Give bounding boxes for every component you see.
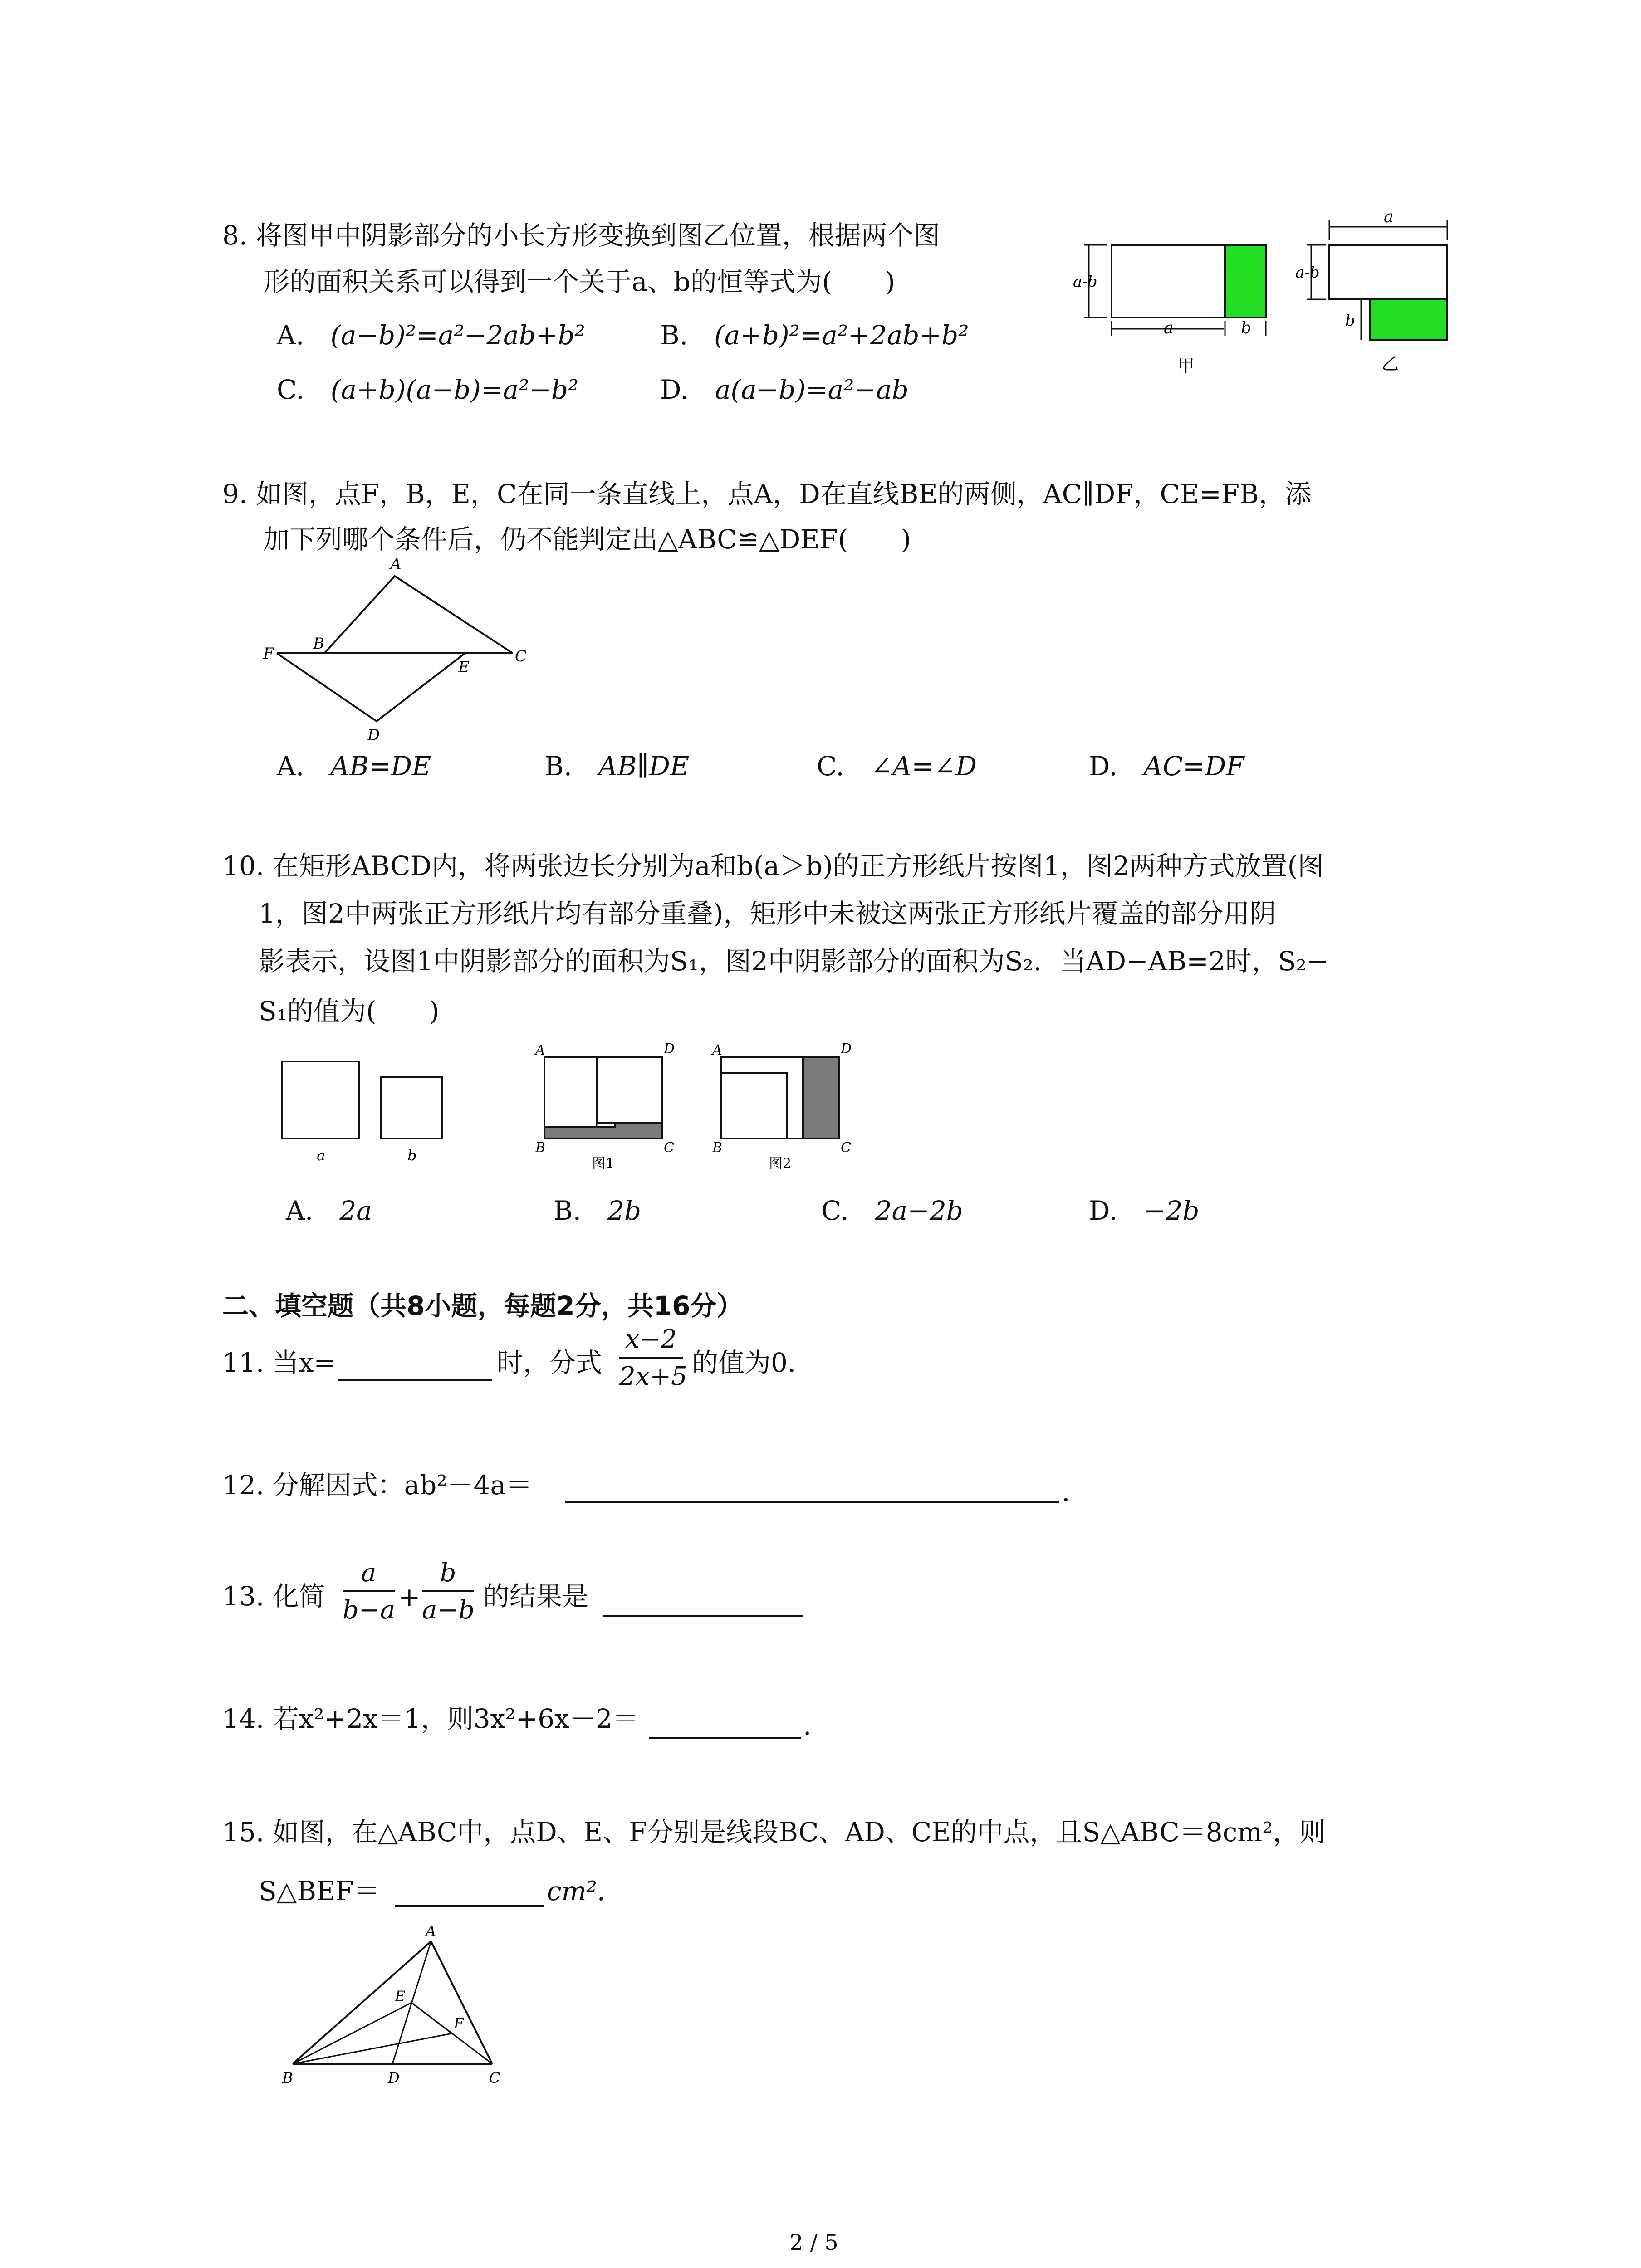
label-A: A xyxy=(390,555,402,573)
square-b xyxy=(381,1077,442,1139)
q15-line2-suffix: cm². xyxy=(547,1876,606,1906)
fraction-denominator: a−b xyxy=(422,1595,475,1625)
q13-answer-blank[interactable] xyxy=(603,1615,803,1617)
page-number: 2 / 5 xyxy=(789,2230,838,2255)
option-label: A. xyxy=(286,1195,314,1226)
q14-prefix: 14. 若x²+2x＝1，则3x²+6x－2＝ xyxy=(222,1703,639,1734)
q10-option-d[interactable] xyxy=(1089,1195,1200,1226)
option-text: −2b xyxy=(1143,1195,1200,1226)
q11-prefix: 11. 当x= xyxy=(222,1347,336,1378)
fig1-label-D: D xyxy=(664,1041,675,1057)
yi-caption: 乙 xyxy=(1381,354,1399,374)
yi-side-label: a-b xyxy=(1295,264,1320,282)
q10-figure-1 xyxy=(531,1039,681,1179)
fig2-label-B: B xyxy=(712,1140,723,1156)
fraction-numerator: b xyxy=(422,1560,474,1592)
option-text: 2b xyxy=(607,1195,642,1226)
q8-line2: 形的面积关系可以得到一个关于a、b的恒等式为( ) xyxy=(263,266,895,297)
label-C: C xyxy=(515,647,527,665)
fig2-label-A: A xyxy=(712,1042,722,1058)
q13-plus: + xyxy=(398,1582,421,1613)
label-E: E xyxy=(458,658,470,676)
jia-a-label: a xyxy=(1164,319,1174,337)
q8-figure-yi xyxy=(1295,208,1461,376)
square-a-label: a xyxy=(317,1147,326,1164)
q11-suffix: 的值为0. xyxy=(692,1347,796,1378)
option-label: A. xyxy=(277,320,304,351)
q9-line2: 加下列哪个条件后，仍不能判定出△ABC≌△DEF( ) xyxy=(263,524,911,555)
jia-shaded-rect xyxy=(1225,245,1266,318)
fig1-caption: 图1 xyxy=(592,1156,615,1172)
q13-fraction-1 xyxy=(343,1560,395,1623)
jia-b-label: b xyxy=(1241,319,1252,337)
label-B: B xyxy=(313,635,324,653)
option-label: B. xyxy=(554,1195,582,1226)
q10-line2: 1，图2中两张正方形纸片均有部分重叠)，矩形中未被这两张正方形纸片覆盖的部分用阴 xyxy=(259,898,1276,929)
option-text: (a−b)²=a²−2ab+b² xyxy=(330,320,585,351)
option-label: C. xyxy=(821,1195,849,1226)
q9-option-d[interactable] xyxy=(1089,751,1244,782)
q15-figure xyxy=(272,1923,526,2087)
option-label: B. xyxy=(660,320,688,351)
q10-squares-figure xyxy=(277,1057,454,1166)
q11-fraction xyxy=(619,1325,687,1391)
label-F: F xyxy=(454,2015,464,2032)
option-text: (a+b)(a−b)=a²−b² xyxy=(330,374,579,405)
option-label: C. xyxy=(277,374,304,405)
q8-figure-jia xyxy=(1073,236,1270,381)
q8-option-b[interactable] xyxy=(660,320,969,351)
q14-answer-blank[interactable] xyxy=(649,1737,801,1739)
fig1-label-C: C xyxy=(664,1140,674,1156)
q10-line3: 影表示，设图1中阴影部分的面积为S₁，图2中阴影部分的面积为S₂．当AD−AB=2时，S₂− xyxy=(259,946,1329,977)
label-F: F xyxy=(263,645,274,663)
section-heading: 二、填空题（共8小题，每题2分，共16分） xyxy=(222,1290,743,1321)
label-C: C xyxy=(489,2069,500,2087)
fig2-label-C: C xyxy=(841,1140,851,1156)
q10-option-c[interactable] xyxy=(821,1195,963,1226)
fig1-label-A: A xyxy=(535,1042,545,1058)
q9-option-c[interactable] xyxy=(817,751,977,782)
option-text: AB=DE xyxy=(330,751,431,782)
q9-line1: 9. 如图，点F，B，E，C在同一条直线上，点A，D在直线BE的两侧，AC∥DF，CE=FB，添 xyxy=(222,479,1312,509)
square-b-label: b xyxy=(407,1147,417,1164)
q14-suffix: . xyxy=(803,1710,812,1741)
yi-b-label: b xyxy=(1345,312,1355,330)
q13-suffix: 的结果是 xyxy=(483,1581,589,1612)
fig2-label-D: D xyxy=(841,1041,852,1057)
jia-caption: 甲 xyxy=(1177,356,1195,376)
option-label: D. xyxy=(1089,751,1117,782)
q9-option-a[interactable] xyxy=(277,751,431,782)
q11-answer-blank[interactable] xyxy=(338,1379,492,1381)
q13-prefix: 13. 化简 xyxy=(222,1581,325,1612)
label-A: A xyxy=(426,1922,436,1940)
option-text: 2a xyxy=(339,1195,372,1226)
fig2-caption: 图2 xyxy=(769,1156,792,1172)
q11-mid: 时，分式 xyxy=(497,1347,603,1378)
q8-option-d[interactable] xyxy=(660,376,909,403)
label-D: D xyxy=(388,2069,400,2087)
option-text: AC=DF xyxy=(1143,751,1244,782)
q15-line1: 15. 如图，在△ABC中，点D、E、F分别是线段BC、AD、CE的中点，且S△ABC＝8cm²，则 xyxy=(222,1817,1326,1848)
option-text: ∠A=∠D xyxy=(870,751,977,782)
fraction-denominator: b−a xyxy=(343,1595,396,1625)
yi-a-label: a xyxy=(1384,208,1394,226)
option-label: A. xyxy=(277,751,304,782)
yi-shaded-rect xyxy=(1370,299,1447,340)
option-label: B. xyxy=(544,751,573,782)
option-label: D. xyxy=(1089,1195,1117,1226)
label-D: D xyxy=(367,726,380,744)
fraction-numerator: a xyxy=(343,1560,395,1592)
label-E: E xyxy=(395,1988,406,2005)
jia-side-label: a-b xyxy=(1073,273,1097,291)
option-label: C. xyxy=(817,751,844,782)
option-text: AB∥DE xyxy=(598,751,690,782)
option-text: (a+b)²=a²+2ab+b² xyxy=(714,320,969,351)
option-text: 2a−2b xyxy=(875,1195,963,1226)
q10-line1: 10. 在矩形ABCD内，将两张边长分别为a和b(a＞b)的正方形纸片按图1，图2两种方式放置(图 xyxy=(222,850,1324,881)
fig1-label-B: B xyxy=(535,1140,546,1156)
q13-fraction-2 xyxy=(422,1560,474,1623)
q8-option-c[interactable] xyxy=(277,376,578,403)
q10-line4: S₁的值为( ) xyxy=(259,996,440,1026)
q10-option-a[interactable] xyxy=(286,1195,372,1226)
q8-option-a[interactable] xyxy=(277,320,585,351)
q15-line2-prefix: S△BEF＝ xyxy=(259,1876,380,1906)
label-B: B xyxy=(282,2069,293,2087)
q15-answer-blank[interactable] xyxy=(395,1905,544,1907)
q8-line1: 8. 将图甲中阴影部分的小长方形变换到图乙位置，根据两个图 xyxy=(222,220,940,251)
option-text: a(a−b)=a²−ab xyxy=(715,374,909,405)
option-label: D. xyxy=(660,374,689,405)
q12-prefix: 12. 分解因式：ab²－4a＝ xyxy=(222,1470,533,1501)
fraction-denominator: 2x+5 xyxy=(619,1362,687,1391)
q12-answer-blank[interactable] xyxy=(565,1501,1059,1503)
q9-option-b[interactable] xyxy=(544,751,690,782)
q12-suffix: . xyxy=(1062,1476,1070,1507)
q10-option-b[interactable] xyxy=(554,1195,642,1226)
q9-figure xyxy=(259,555,531,748)
fraction-numerator: x−2 xyxy=(619,1327,683,1359)
q10-figure-2 xyxy=(708,1039,857,1179)
square-a xyxy=(282,1061,359,1139)
